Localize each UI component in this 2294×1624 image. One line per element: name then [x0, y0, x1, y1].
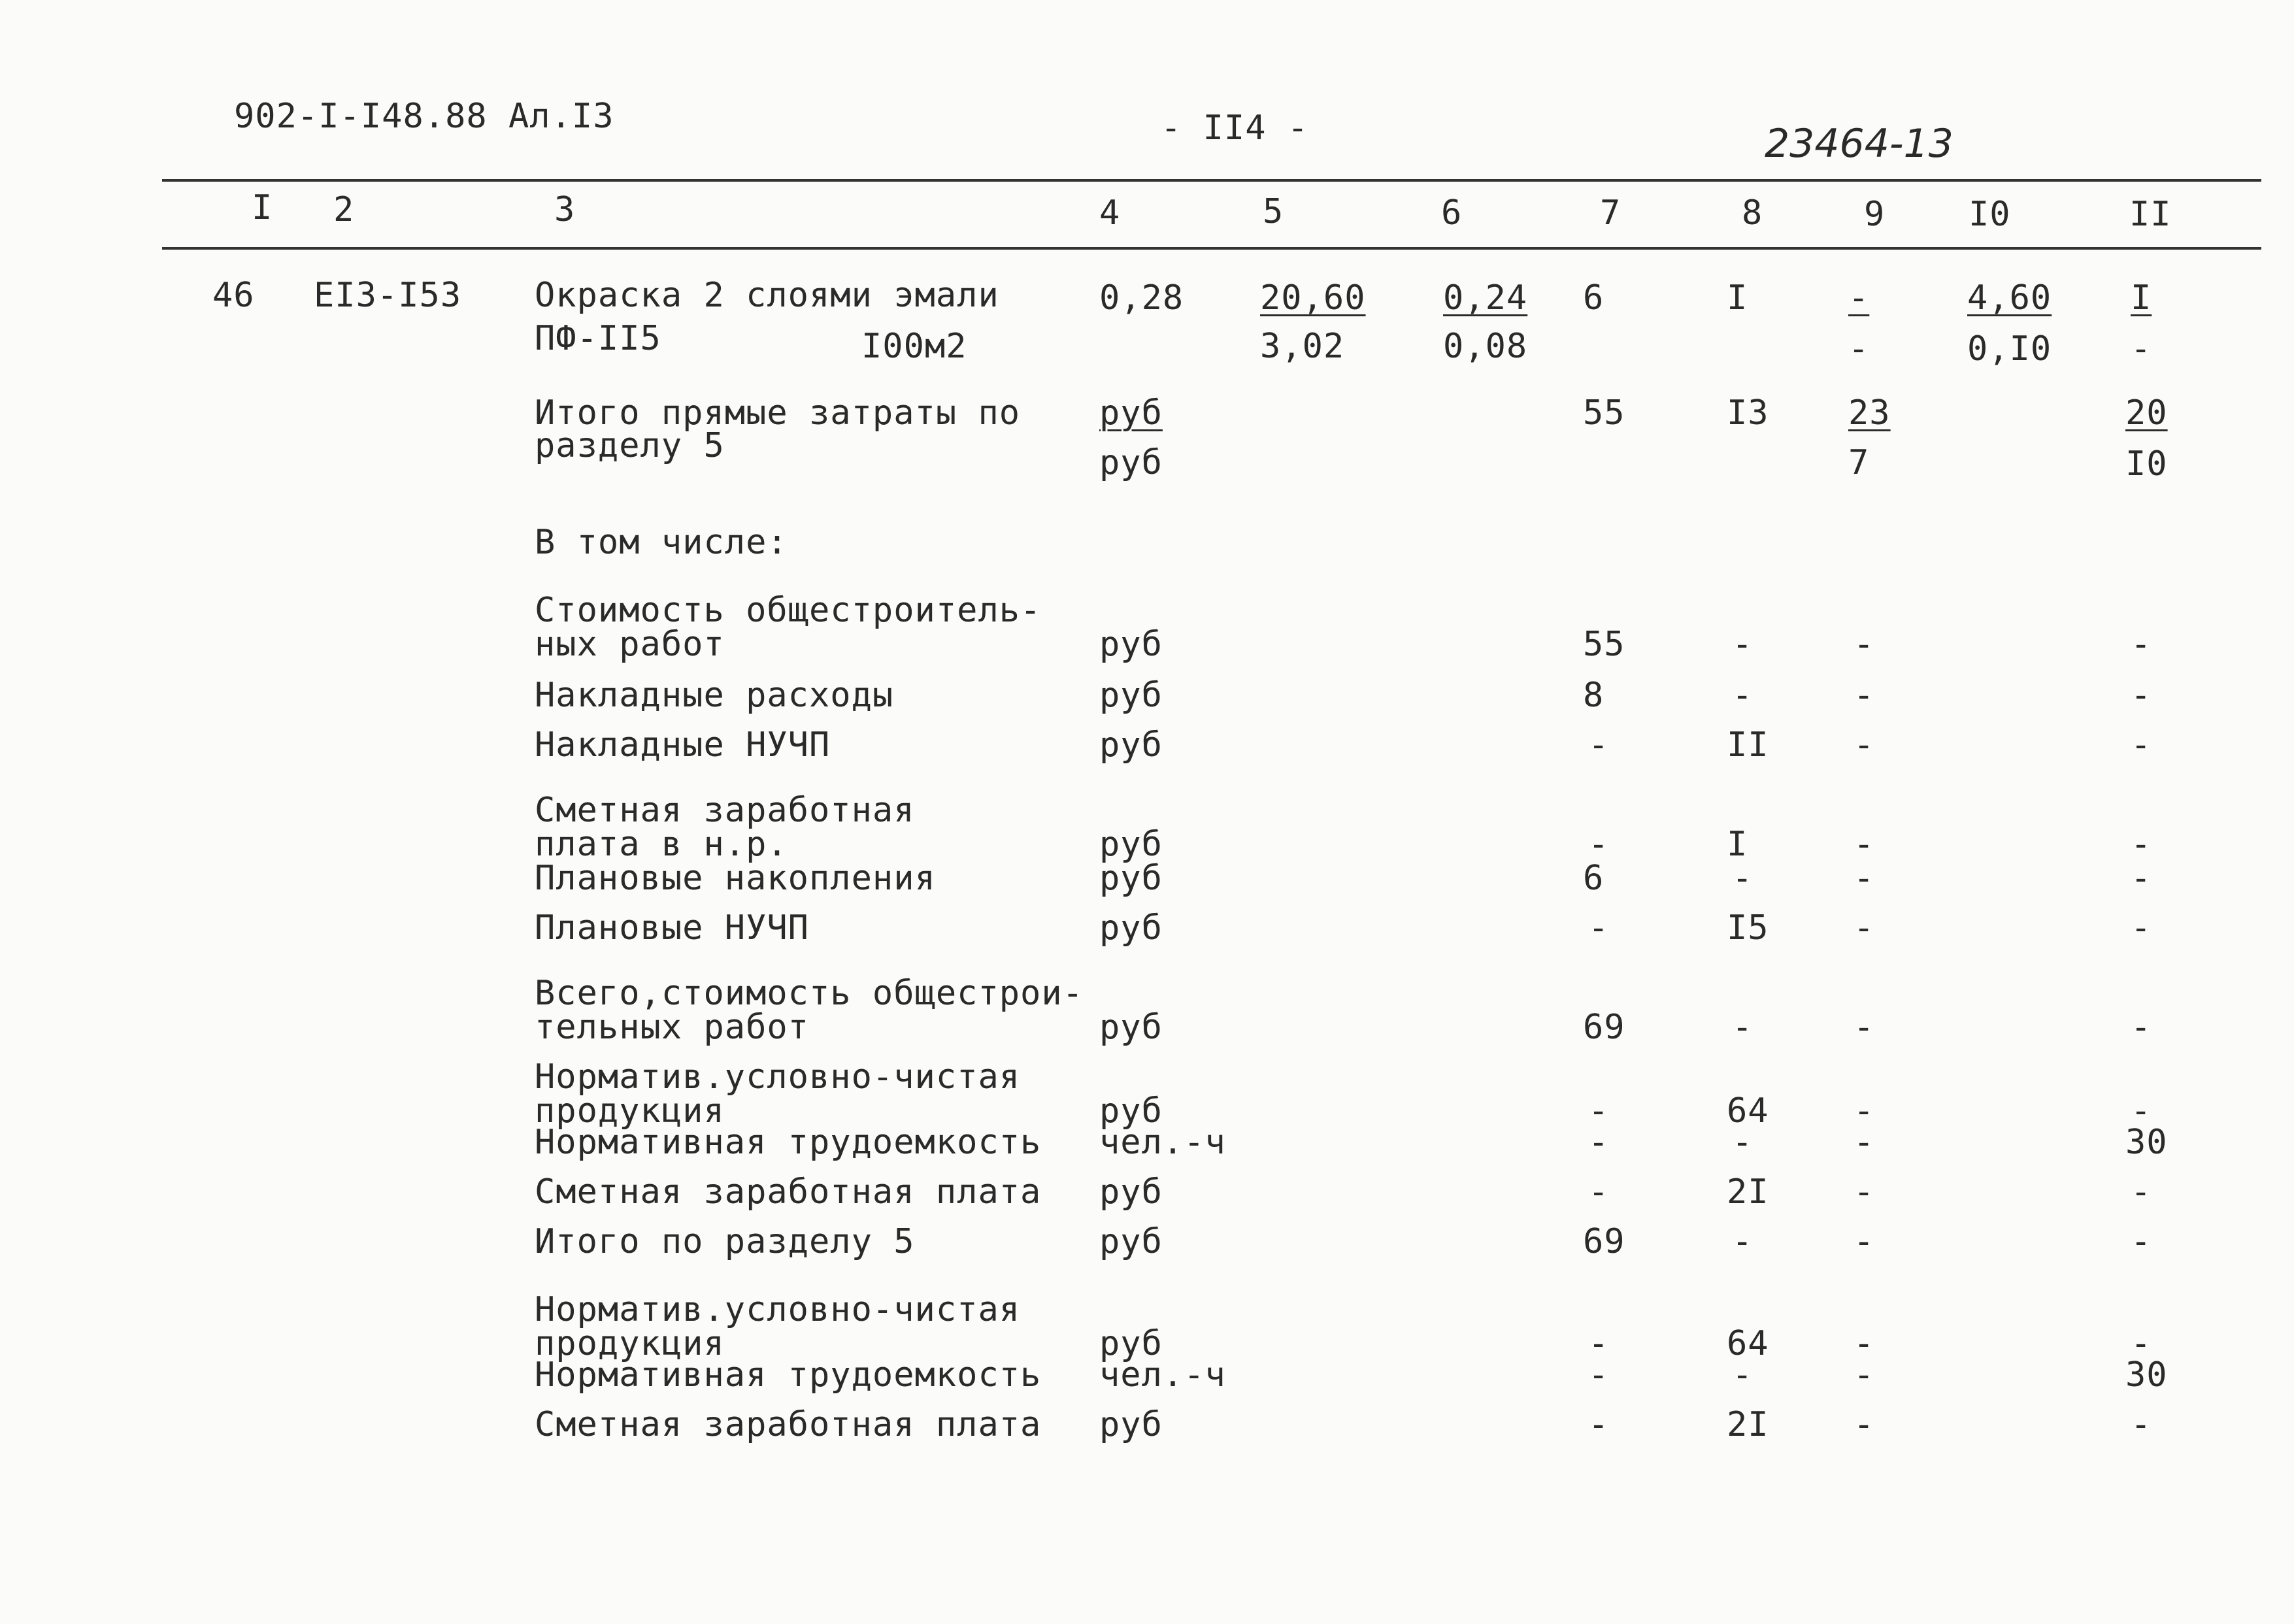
row-col9: - [1853, 1405, 1875, 1444]
row-unit: чел.-ч [1099, 1355, 1226, 1395]
row-label-line2: продукция [535, 1324, 725, 1363]
row-label-line1: Сметная заработная [535, 791, 915, 830]
row-unit: руб [1099, 1405, 1163, 1444]
row-col9: - [1853, 1008, 1875, 1047]
row-col7: - [1588, 825, 1610, 864]
item-name-line2: ПФ-II5 [535, 319, 661, 358]
row-label-line1: Нормативная трудоемкость [535, 1123, 1042, 1162]
row-col8: - [1732, 859, 1754, 898]
total-direct-line2: разделу 5 [535, 426, 725, 465]
row-col8: - [1732, 1123, 1754, 1162]
row-label-line1: Всего,стоимость общестрои- [535, 974, 1084, 1013]
row-col9: - [1853, 1222, 1875, 1261]
total-direct-unit-top: руб [1099, 393, 1163, 433]
row-col11: - [2131, 1091, 2152, 1131]
row-col9: - [1853, 1324, 1875, 1363]
item-number: 46 [212, 276, 255, 315]
col-header-2: 2 [333, 190, 355, 229]
row-col9: - [1853, 859, 1875, 898]
item-quantity: 0,28 [1099, 278, 1184, 318]
row-label-line1: Стоимость общестроитель- [535, 591, 1042, 630]
row-col11: - [2131, 859, 2152, 898]
row-col11: - [2131, 676, 2152, 715]
row-label-line2: ных работ [535, 625, 725, 664]
row-col11: - [2131, 1324, 2152, 1363]
row-label-line2: продукция [535, 1091, 725, 1131]
row-col7: 69 [1583, 1008, 1625, 1047]
row-unit: руб [1099, 1008, 1163, 1047]
row-col8: - [1732, 676, 1754, 715]
item-col5-bottom: 3,02 [1260, 327, 1345, 366]
row-col8: I5 [1727, 908, 1769, 948]
row-col7: 69 [1583, 1222, 1625, 1261]
item-name-line1: Окраска 2 слоями эмали [535, 276, 999, 315]
col-header-1: I [252, 188, 273, 227]
row-label-line2: тельных работ [535, 1008, 809, 1047]
row-label-line1: Накладные НУЧП [535, 725, 831, 765]
item-col6-top: 0,24 [1443, 278, 1528, 318]
total-direct-col8: I3 [1727, 393, 1769, 433]
page-number: - II4 - [1161, 108, 1309, 148]
item-unit: I00м2 [861, 327, 967, 366]
row-col9: - [1853, 825, 1875, 864]
header-top-rule [162, 179, 2261, 182]
total-direct-col11-bottom: I0 [2125, 444, 2168, 484]
row-col11: - [2131, 725, 2152, 765]
col-header-8: 8 [1742, 193, 1763, 233]
row-col9: - [1853, 725, 1875, 765]
row-unit: руб [1099, 908, 1163, 948]
row-label-line1: Накладные расходы [535, 676, 894, 715]
row-unit: руб [1099, 1222, 1163, 1261]
total-direct-col9-bottom: 7 [1848, 443, 1870, 482]
header-bottom-rule [162, 247, 2261, 250]
document-code: 902-I-I48.88 Ал.I3 [234, 97, 614, 136]
item-col10-bottom: 0,I0 [1967, 329, 2052, 369]
row-label-line1: Норматив.условно-чистая [535, 1057, 1021, 1097]
row-col7: - [1588, 1355, 1610, 1395]
row-col8: II [1727, 725, 1769, 765]
col-header-11: II [2129, 195, 2172, 234]
row-col7: 8 [1583, 676, 1604, 715]
row-label-line1: Нормативная трудоемкость [535, 1355, 1042, 1395]
item-col7: 6 [1583, 278, 1604, 318]
total-direct-col9-top: 23 [1848, 393, 1891, 433]
row-col7: - [1588, 1123, 1610, 1162]
row-label-line2: плата в н.р. [535, 825, 788, 864]
row-col7: - [1588, 725, 1610, 765]
row-col7: - [1588, 1405, 1610, 1444]
row-unit: руб [1099, 1324, 1163, 1363]
col-header-7: 7 [1600, 193, 1621, 233]
item-col11-bottom: - [2131, 329, 2152, 369]
total-direct-line1: Итого прямые затраты по [535, 393, 1021, 433]
row-col9: - [1853, 625, 1875, 664]
row-col11: - [2131, 908, 2152, 948]
row-col7: - [1588, 1091, 1610, 1131]
row-col8: 2I [1727, 1405, 1769, 1444]
row-col7: - [1588, 1172, 1610, 1212]
row-col11: - [2131, 1008, 2152, 1047]
item-col8: I [1727, 278, 1748, 318]
item-col9-bottom: - [1848, 329, 1870, 369]
total-direct-col7: 55 [1583, 393, 1625, 433]
including-label: В том числе: [535, 523, 788, 562]
col-header-9: 9 [1864, 195, 1886, 234]
row-col8: I [1727, 825, 1748, 864]
row-col11: - [2131, 825, 2152, 864]
col-header-3: 3 [554, 190, 576, 229]
col-header-10: I0 [1969, 195, 2011, 234]
row-col8: 2I [1727, 1172, 1769, 1212]
row-col9: - [1853, 1123, 1875, 1162]
row-col11: - [2131, 1405, 2152, 1444]
col-header-6: 6 [1441, 193, 1463, 233]
col-header-4: 4 [1099, 193, 1121, 233]
row-unit: руб [1099, 1091, 1163, 1131]
row-col11: 30 [2125, 1123, 2168, 1162]
row-label-line1: Сметная заработная плата [535, 1172, 1042, 1212]
row-col8: - [1732, 1355, 1754, 1395]
row-col11: - [2131, 1172, 2152, 1212]
row-col9: - [1853, 1091, 1875, 1131]
row-col11: - [2131, 1222, 2152, 1261]
row-unit: руб [1099, 1172, 1163, 1212]
row-col7: 6 [1583, 859, 1604, 898]
row-col9: - [1853, 1172, 1875, 1212]
row-col7: - [1588, 1324, 1610, 1363]
row-label-line1: Плановые накопления [535, 859, 936, 898]
row-unit: руб [1099, 825, 1163, 864]
row-col9: - [1853, 676, 1875, 715]
row-col8: 64 [1727, 1324, 1769, 1363]
item-col10-top: 4,60 [1967, 278, 2052, 318]
total-direct-unit-bottom: руб [1099, 443, 1163, 482]
row-col9: - [1853, 1355, 1875, 1395]
handwritten-stamp-number: 23464-13 [1765, 121, 1953, 167]
row-col7: 55 [1583, 625, 1625, 664]
row-col11: - [2131, 625, 2152, 664]
row-col8: - [1732, 625, 1754, 664]
row-col7: - [1588, 908, 1610, 948]
col-header-5: 5 [1263, 192, 1284, 231]
item-code: EI3-I53 [314, 276, 462, 315]
item-col6-bottom: 0,08 [1443, 327, 1528, 366]
row-unit: чел.-ч [1099, 1123, 1226, 1162]
row-unit: руб [1099, 676, 1163, 715]
item-col5-top: 20,60 [1260, 278, 1366, 318]
total-direct-col11-top: 20 [2125, 393, 2168, 433]
row-col11: 30 [2125, 1355, 2168, 1395]
row-label-line1: Сметная заработная плата [535, 1405, 1042, 1444]
row-col8: 64 [1727, 1091, 1769, 1131]
row-col8: - [1732, 1008, 1754, 1047]
row-col9: - [1853, 908, 1875, 948]
row-label-line1: Итого по разделу 5 [535, 1222, 915, 1261]
row-col8: - [1732, 1222, 1754, 1261]
item-col11-top: I [2131, 278, 2152, 318]
row-label-line1: Норматив.условно-чистая [535, 1290, 1021, 1329]
row-unit: руб [1099, 725, 1163, 765]
row-unit: руб [1099, 859, 1163, 898]
item-col9-top: - [1848, 278, 1870, 318]
row-label-line1: Плановые НУЧП [535, 908, 809, 948]
row-unit: руб [1099, 625, 1163, 664]
